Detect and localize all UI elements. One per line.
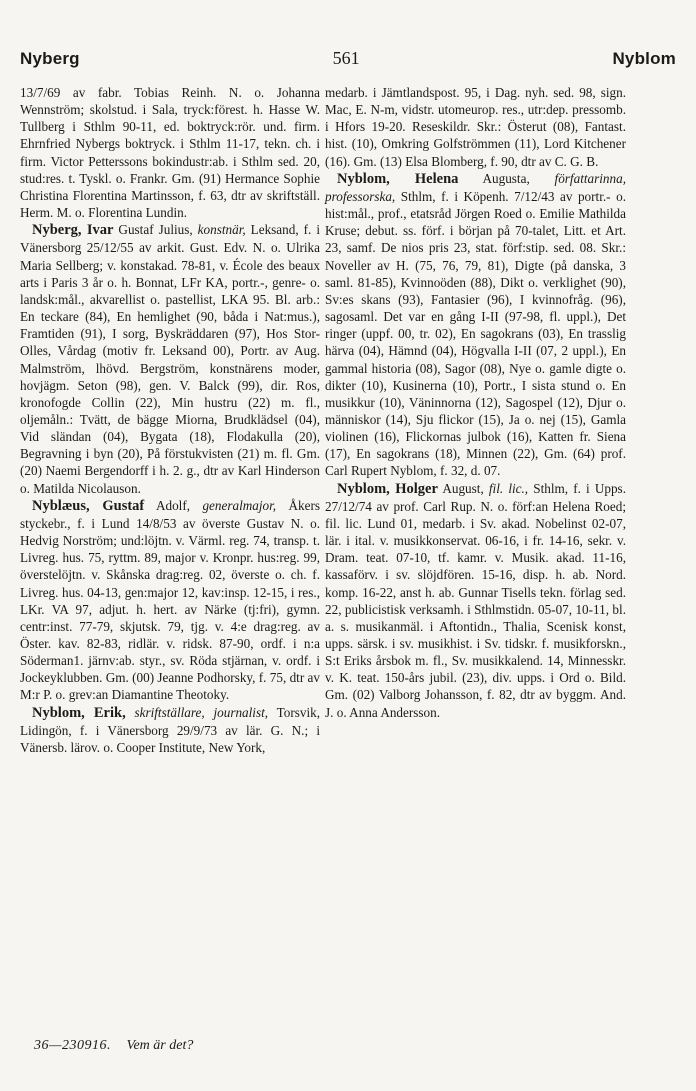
entry-nyblom-holger <box>325 480 626 721</box>
entry-occupation: fil. lic., <box>488 480 529 496</box>
page-header <box>20 48 676 74</box>
entry-occupation: skriftställare, journalist, <box>134 704 269 720</box>
entry-text: Sthlm, f. i Upps. 27/12/74 av prof. Carl Rup. N. o. förf:an Helena Roed; fil. lic. Lund 01, medarb. i Sv. akad. Nobelinst 02-07, lär. i ital. v. musikkonservat. 06-16, i fr. 14-16, sekr. v. Dram. teat. 07-10, tf. kamr. v. Musik. akad. 11-16, kassaförv. i sv. slöjdfören. 15-16, disp. h. ab. Nord. komp. 16-22, anst h. ab. Gunnar Tisells tekn. förlag sed. 22, publicistisk verksamh. i Sthlmstidn. 05-07, 10-11, bl. a. s. musikanmäl. i Aftontidn., Thalia, Scenisk konst, upps. särsk. i sv. musikhist. i Sv. tidskr. f. musikforskn., S:t Eriks årsbok m. fl., Sv. musikkalend. 14, Minnesskr. v. K. teat. 150-års jubil. (23), div. upps. i Ord o. Bild. Gm. (02) Valborg Johansson, f. 82, dtr av byggm. And. J. o. Anna Andersson. <box>325 480 626 720</box>
left-column <box>20 84 320 756</box>
entry-occupation: författarinna, professorska, <box>325 170 626 204</box>
entry-name: Nyblæus, Gustaf <box>32 497 145 514</box>
entry-nyblom-erik <box>20 704 320 756</box>
entry-nyblom-helena <box>325 170 626 480</box>
entry-text: medarb. i Jämtlandspost. 95, i Dag. nyh. sed. 98, sign. Mac, E. N-m, vidstr. utomeurop. res., utr:dep. pressomb. i Hfors 19-20. Reseskildr. Skr.: Österut (08), Fantast. hist. (10), Omkring Golfströmmen (11), Lord Kitchener (16). Gm. (13) Elsa Blomberg, f. 90, dtr av C. G. B. <box>325 85 626 169</box>
running-title: Vem är det? <box>126 1038 194 1053</box>
entry-given-names: August, <box>437 480 489 496</box>
entry-nyblaeus-gustaf <box>20 497 320 704</box>
entry-text: 13/7/69 av fabr. Tobias Reinh. N. o. Johanna Wennström; skolstud. i Sala, tryck:förest. h. Hasse W. Tullberg i Sthlm 90-11, ed. boktryck:rör. und. firm. Ehrnfried Nybergs boktryck. i Sthlm 11-17, tekn. ch. i firm. Victor Petterssons bokindustr:ab. i Sthlm sed. 20, stud:res. t. Tyskl. o. Frankr. Gm. (91) Hermance Sophie Christina Florentina Martinsson, f. 63, dtr av skriftställ. Herm. M. o. Florentina Lundin. <box>20 85 320 221</box>
entry-nyberg-ivar <box>20 221 320 497</box>
entry-name: Nyblom, Erik, <box>32 704 126 721</box>
entry-given-names: Augusta, <box>458 170 555 186</box>
entry-name: Nyblom, Helena <box>337 170 459 187</box>
page-number: 561 <box>332 48 360 68</box>
entry-text: Torsvik, Lidingön, f. i Vänersborg 29/9/73 av lär. G. N.; i Vänersb. lärov. o. Cooper Institute, New York, <box>20 704 320 755</box>
entry-given-names: Adolf, <box>144 497 203 513</box>
page-footer <box>34 1038 193 1054</box>
entry-occupation: generalmajor, <box>202 497 277 513</box>
entry-name: Nyblom, Holger <box>337 480 438 497</box>
right-column <box>325 84 626 721</box>
entry-text: Leksand, f. i Vänersborg 25/12/55 av arkit. Gust. Edv. N. o. Ulrika Maria Sellberg; v. konstakad. 78-81, v. École des beaux arts i Paris 3 år o. h. Bonnat, LFr KA, portr.-, genre- o. landsk:mål., akvarellist o. pastellist, LKA 95. Bl. arb.: En teckare (84), En hemlighet (90, båda i Nat:mus.), Framtiden (91), I sorg, Byskräddaren (97), Hos Stor-Olles, Vårdag (motiv fr. Leksand 00), Portr. av Aug. Malmström, lhövd. Bergström, konstnärens moder, hovjägm. Seton (98), gen. V. Balck (99), dir. Ros, kronofogde Collin (22), Min hustru (22) m. fl., oljemåln.: Tvätt, de bägge Miorna, Brudklädsel (04), Vid sländan (04), Bygata (18), Flodakulla (20), Begravning i byn (20), På förstukvisten (21) m. fl. Gm. (20) Naemi Bergendorff i h. 2. g., dtr av Karl Hinderson o. Matilda Nicolauson. <box>20 222 320 496</box>
left-headword: Nyberg <box>20 49 80 68</box>
entry-given-names: Gustaf Julius, <box>113 222 198 238</box>
entry-occupation: konstnär, <box>197 222 246 238</box>
right-headword: Nyblom <box>612 49 676 68</box>
entry-name: Nyberg, Ivar <box>32 222 114 239</box>
entry-continuation <box>20 84 320 221</box>
entry-text: Sthlm, f. i Köpenh. 7/12/43 av portr.- o. hist:mål., prof., etatsråd Jörgen Roed o. Emilie Mathilda Kruse; debut. ss. förf. i början på 70-talet, Litt. et Art. 23, samf. De nios pris 23, stat. förf:stip. sed. 08. Skr.: Noveller av H. (75, 76, 79, 81), Digte (på danska, 3 saml. 81-85), Kvinnoöden (88), Dikt o. verklighet (90), Sv:es skans (93), Fantasier (96), I kvinnofråg. (96), sagosaml. Det var en gång I-II (97-98, fl. uppl.), Det ringer (uppf. 00, tr. 02), En sagokrans (03), En trasslig härva (04), Hämnd (04), Högvalla I-II (07, 2 uppl.), En gammal historia (08), Sagor (08), Nye o. gamle digte o. dikter (10), Kusinerna (10), Portr., I sista stund o. En musikkur (10), Väninnorna (12), Sagospel (12), Djur o. människor (14), Sju flickor (15), Ja o. nej (15), Gamla violinen (16), Flickornas julbok (16), Katten fr. Siena (17), En sagokrans (18), Minnen (22), Gm. (64) prof. Carl Rupert Nyblom, f. 32, d. 07. <box>325 188 626 479</box>
entry-text: Åkers styckebr., f. i Lund 14/8/53 av överste Gustav N. o. Hedvig Norström; und:löjtn. v. Värml. reg. 74, transp. t. Livreg. hus. 75, ryttm. 89, major v. Kronpr. hus:reg. 99, överstelöjtn. v. Skånska drag:reg. 02, överste o. ch. f. Livreg. hus. 04-13, gen:major 12, kav:insp. 12-15, i res., LKr. VA 97, adjut. h. hert. av Närke (tj:fri), gymn. centr:inst. 77-79, skjutsk. 79, tjg. v. 4:e drag:reg. av Öster. kav. 82-83, ridlär. v. ridsk. 87-90, ordf. i n:a Söderman1. järnv:ab. styr., sv. Röda stjärnan, v. ordf. i Jockeyklubben. Gm. (00) Jeanne Podhorsky, f. 75, dtr av M:r P. o. grev:an Diamantine Theotoky. <box>20 497 320 703</box>
printer-signature: 36—230916. <box>34 1038 111 1053</box>
entry-continuation <box>325 84 626 170</box>
